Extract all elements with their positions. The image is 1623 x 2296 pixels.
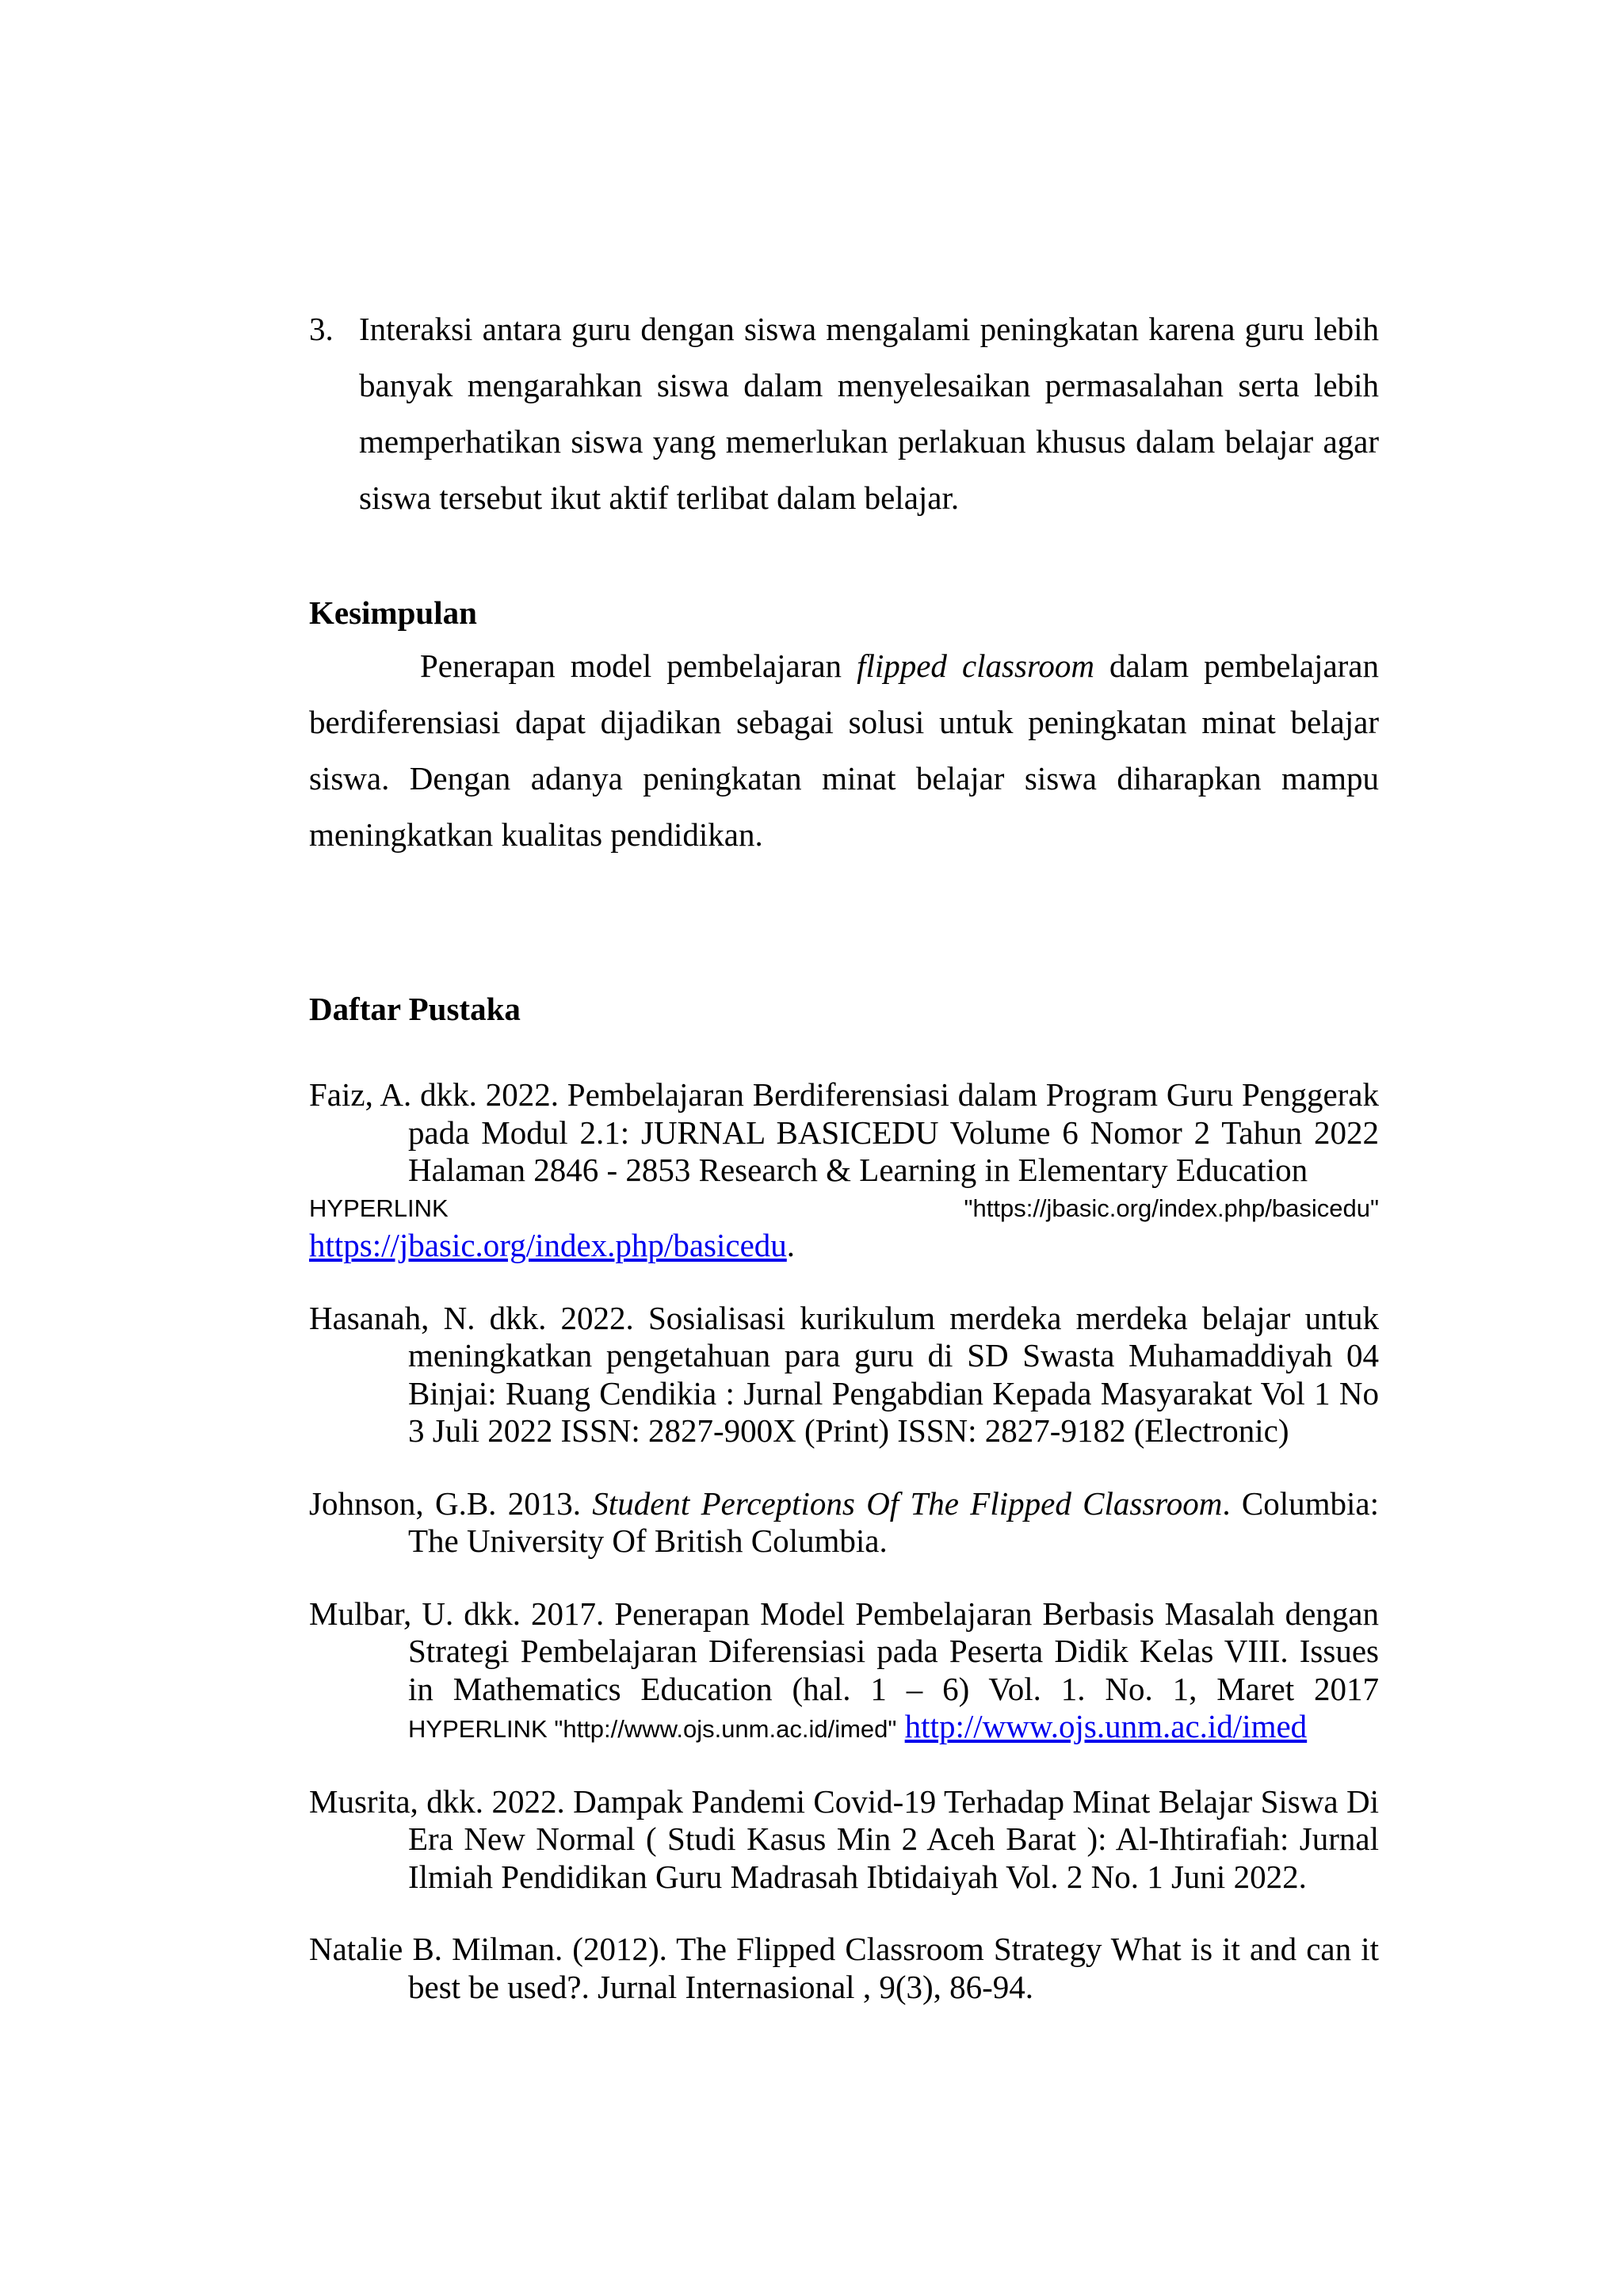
reference-faiz-end: . [786,1227,796,1263]
list-item-3 [309,301,1379,526]
list-item-text: Interaksi antara guru dengan siswa mengalami peningkatan karena guru lebih banyak mengarahkan siswa dalam menyelesaikan permasalahan serta lebih memperhatikan siswa yang memerlukan perlakuan khusus dalam belajar agar siswa tersebut ikut aktif terlibat dalam belajar. [359,311,1379,516]
reference-musrita: Musrita, dkk. 2022. Dampak Pandemi Covid-19 Terhadap Minat Belajar Siswa Di Era New Normal ( Studi Kasus Min 2 Aceh Barat ): Al-Ihtirafiah: Jurnal Ilmiah Pendidikan Guru Madrasah Ibtidaiyah Vol. 2 No. 1 Juni 2022. [309,1782,1379,1895]
reference-mulbar-text: Mulbar, U. dkk. 2017. Penerapan Model Pembelajaran Berbasis Masalah dengan Strategi Pembelajaran Diferensiasi pada Peserta Didik Kelas VIII. Issues in Mathematics Education (hal. 1 – 6) Vol. 1. No. 1, Maret 2017 [309,1595,1379,1707]
reference-faiz-link[interactable]: https://jbasic.org/index.php/basicedu [309,1227,787,1263]
kesimpulan-text-after: dalam pembelajaran berdiferensiasi dapat dijadikan sebagai solusi untuk peningkatan minat belajar siswa. Dengan adanya peningkatan minat belajar siswa diharapkan mampu meningkatkan kualitas pendidikan. [309,648,1379,853]
reference-johnson-after: . Columbia: The University Of British Columbia. [408,1484,1380,1559]
reference-faiz [309,1076,1379,1265]
reference-hasanah: Hasanah, N. dkk. 2022. Sosialisasi kurikulum merdeka merdeka belajar untuk meningkatkan pengetahuan para guru di SD Swasta Muhamaddiyah 04 Binjai: Ruang Cendikia : Jurnal Pengabdian Kepada Masyarakat Vol 1 No 3 Juli 2022 ISSN: 2827-900X (Print) ISSN: 2827-9182 (Electronic) [309,1299,1379,1449]
section-heading-daftar-pustaka: Daftar Pustaka [309,991,521,1027]
kesimpulan-italic-term: flipped classroom [857,648,1094,684]
reference-list [309,1076,1379,2041]
reference-faiz-text: Faiz, A. dkk. 2022. Pembelajaran Berdiferensiasi dalam Program Guru Penggerak pada Modul 2.1: JURNAL BASICEDU Volume 6 Nomor 2 Tahun 2022 Halaman 2846 - 2853 Research & Learning in Elementary Education [309,1076,1379,1188]
section-heading-kesimpulan: Kesimpulan [309,594,477,631]
field-code-label: HYPERLINK [309,1194,449,1222]
kesimpulan-text-before: Penerapan model pembelajaran [420,648,857,684]
field-code-url: "https://jbasic.org/index.php/basicedu" [964,1194,1379,1222]
kesimpulan-paragraph [309,638,1379,863]
reference-johnson [309,1485,1379,1561]
reference-mulbar-link[interactable]: http://www.ojs.unm.ac.id/imed [904,1708,1308,1744]
list-number: 3. [309,311,334,347]
reference-mulbar-field-code: HYPERLINK "http://www.ojs.unm.ac.id/imed" [408,1715,897,1743]
reference-mulbar [309,1595,1379,1748]
reference-johnson-before: Johnson, G.B. 2013. [309,1484,593,1522]
reference-faiz-field-code [309,1190,1379,1228]
reference-johnson-title: Student Perceptions Of The Flipped Classroom [592,1484,1223,1522]
reference-milman: Natalie B. Milman. (2012). The Flipped Classroom Strategy What is it and can it best be used?. Jurnal Internasional , 9(3), 86-94. [309,1931,1379,2005]
